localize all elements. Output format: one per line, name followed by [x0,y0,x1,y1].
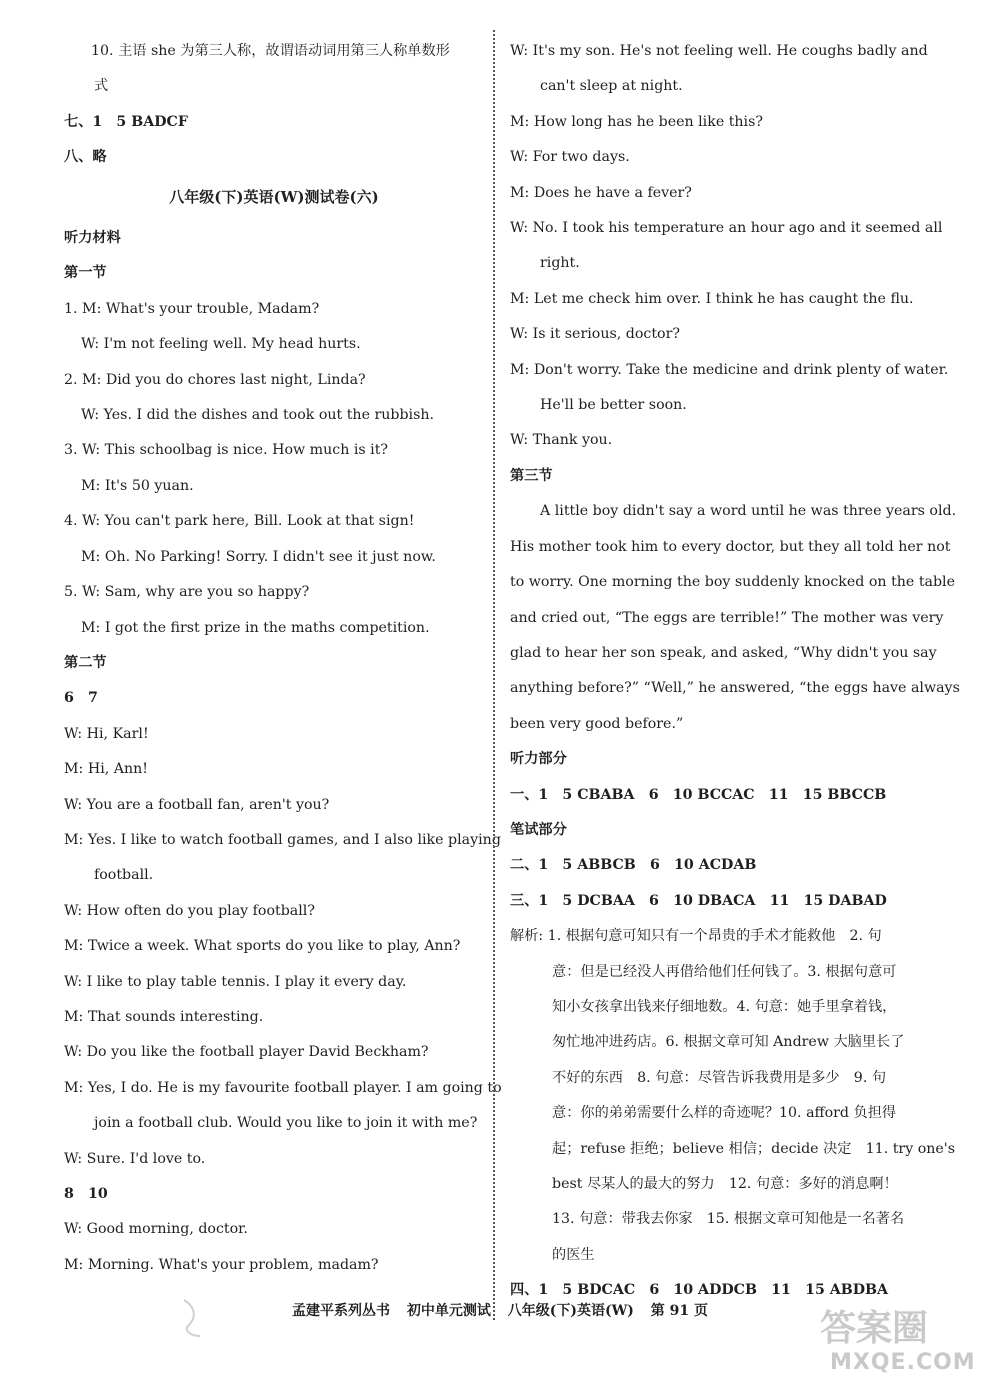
left-text-line: 8 10 [64,1186,108,1202]
left-text-line: 2. M: Did you do chores last night, Linda? [64,371,366,388]
left-text-line: W: How often do you play football? [64,902,315,919]
left-text-line: W: I like to play table tennis. I play it every day. [64,973,407,990]
left-text-line: M: Morning. What's your problem, madam? [64,1256,379,1273]
right-text-line: W: Is it serious, doctor? [510,326,680,343]
right-text-line: 笔试部分 [510,821,567,838]
watermark-logo-text: 答案圈 [820,1308,929,1349]
left-text-line: 七、1 5 BADCF [64,113,188,130]
right-text-line: M: Don't worry. Take the medicine and drink plenty of water. [510,361,949,378]
left-text-line: W: You are a football fan, aren't you? [64,796,330,813]
right-text-line: 不好的东西 8. 句意：尽管告诉我费用是多少 9. 句 [552,1069,887,1086]
footer-page-number: 第 91 页 [650,1303,709,1319]
right-text-line: 起；refuse 拒绝；believe 相信；decide 决定 11. try one's [552,1140,955,1157]
right-text-line: W: Thank you. [510,432,613,449]
left-text-line: W: Good morning, doctor. [64,1221,248,1238]
left-text-line: 听力材料 [64,230,121,247]
right-text-line: 知小女孩拿出钱来仔细地数。4. 句意：她手里拿着钱， [552,998,897,1015]
left-text-line: 4. W: You can't park here, Bill. Look at that sign! [64,513,415,530]
left-text-line: M: That sounds interesting. [64,1008,264,1025]
right-text-line: M: Let me check him over. I think he has caught the flu. [510,290,914,307]
left-text-line: M: I got the first prize in the maths competition. [81,619,430,636]
left-text-line: join a football club. Would you like to join it with me? [94,1115,478,1132]
right-text-line: 匆忙地冲进药店。6. 根据文章可知 Andrew 大脑里长了 [552,1034,905,1051]
left-text-line: 6 7 [64,690,98,707]
left-text-line: W: Sure. I'd love to. [64,1150,206,1167]
footer-subject: 八年级(下)英语(W) [507,1303,634,1319]
right-text-line: W: It's my son. He's not feeling well. He coughs badly and [510,43,928,59]
right-text-line: 一、1 5 CBABA 6 10 BCCAC 11 15 BBCCB [510,786,887,803]
left-text-line: 第二节 [64,654,107,671]
right-text-line: anything before?” “Well,” he answered, “the eggs have always [510,680,960,697]
left-text-line: M: Oh. No Parking! Sorry. I didn't see it just now. [81,548,436,565]
right-text-line: 的医生 [552,1246,595,1263]
left-text-line: W: Hi, Karl! [64,725,149,742]
footer-series: 孟建平系列丛书 [291,1303,390,1319]
left-text-line: 3. W: This schoolbag is nice. How much is it? [64,442,389,459]
column-divider [493,30,495,1320]
left-text-line: 1. M: What's your trouble, Madam? [64,300,320,317]
right-text-line: 听力部分 [510,751,567,768]
right-text-line: best 尽某人的最大的努力 12. 句意：多好的消息啊！ [552,1176,898,1192]
left-text-line: 八年级(下)英语(W)测试卷(六) [169,187,379,206]
right-text-line: right. [540,255,580,272]
watermark [790,1298,990,1378]
right-text-line: 第三节 [510,467,553,484]
right-text-line: glad to hear her son speak, and asked, “Why didn't you say [510,644,937,661]
left-text-line: W: I'm not feeling well. My head hurts. [81,336,361,353]
left-text-line: W: Do you like the football player David Beckham? [64,1044,429,1061]
right-text-line: and cried out, “The eggs are terrible!” The mother was very [510,609,944,626]
right-text-line: been very good before.” [510,715,684,732]
left-text-line: W: Yes. I did the dishes and took out the rubbish. [81,407,435,424]
left-text-line: 式 [94,78,109,95]
right-text-line: 二、1 5 ABBCB 6 10 ACDAB [510,857,757,874]
right-column [510,34,960,1309]
right-text-line: 意：但是已经没人再借给他们任何钱了。3. 根据句意可 [552,963,897,980]
watermark-url: MXQE.COM [830,1350,976,1375]
right-text-line: 三、1 5 DCBAA 6 10 DBACA 11 15 DABAD [510,892,887,909]
right-text-line: A little boy didn't say a word until he was three years old. [540,503,957,520]
left-text-line: M: Hi, Ann! [64,761,148,778]
left-text-line: football. [94,867,154,884]
footer-book: 初中单元测试 [406,1303,491,1319]
right-text-line: W: For two days. [510,149,630,166]
left-text-line: 10. 主语 she 为第三人称，故谓语动词用第三人称单数形 [91,43,450,59]
left-text-line: 第一节 [64,265,107,282]
left-text-line: 5. W: Sam, why are you so happy? [64,584,310,601]
right-text-line: He'll be better soon. [540,397,687,414]
right-text-line: 解析: 1. 根据句意可知只有一个昂贵的手术才能救他 2. 句 [510,928,882,945]
left-text-line: M: Twice a week. What sports do you like to play, Ann? [64,938,461,955]
right-text-line: to worry. One morning the boy suddenly knocked on the table [510,574,955,591]
right-text-line: W: No. I took his temperature an hour ago and it seemed all [510,220,943,237]
right-text-line: 四、1 5 BDCAC 6 10 ADDCB 11 15 ABDBA [510,1282,889,1299]
left-text-line: M: Yes. I like to watch football games, and I also like playing [64,831,501,848]
right-text-line: 意：你的弟弟需要什么样的奇迹呢？10. afford 负担得 [552,1105,897,1122]
right-text-line: 13. 句意：带我去你家 15. 根据文章可知他是一名著名 [552,1211,905,1228]
left-text-line: M: Yes, I do. He is my favourite football player. I am going to [64,1079,502,1096]
right-text-line: M: Does he have a fever? [510,184,692,201]
left-column [64,34,502,1283]
right-text-line: M: How long has he been like this? [510,113,763,130]
right-text-line: His mother took him to every doctor, but they all told her not [510,538,951,555]
right-text-line: can't sleep at night. [540,78,683,95]
left-text-line: M: It's 50 yuan. [81,477,194,494]
left-text-line: 八、略 [64,149,107,166]
